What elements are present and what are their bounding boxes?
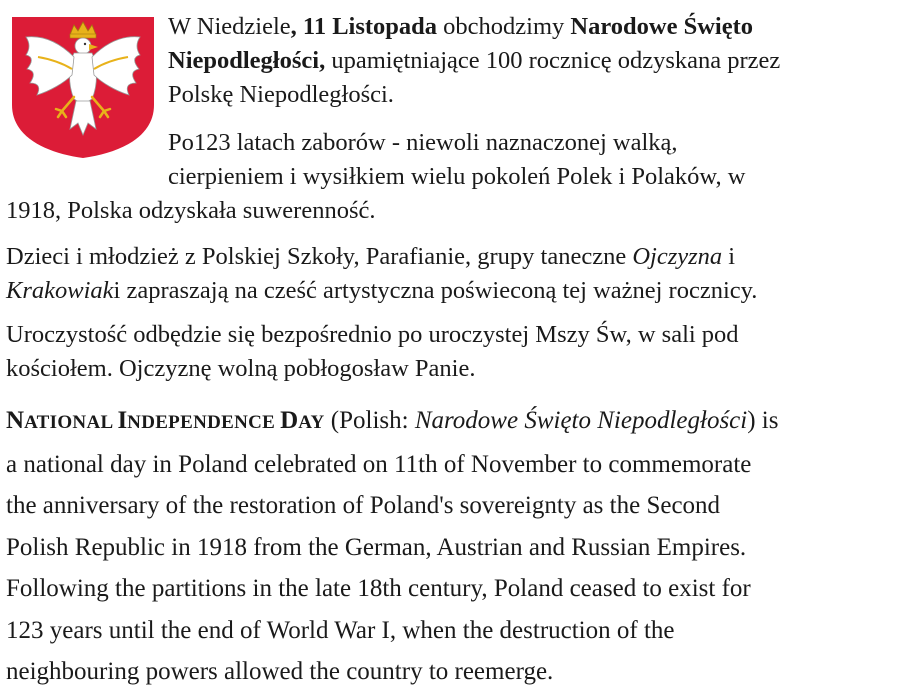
title-capital: D bbox=[280, 407, 299, 434]
holiday-name-bold: Niepodległości, bbox=[168, 47, 326, 74]
text-segment: obchodzimy bbox=[437, 13, 571, 40]
polish-paragraph-4 bbox=[6, 318, 739, 386]
text-segment: W Niedziele bbox=[168, 13, 291, 40]
english-line-5: Following the partitions in the late 18th century, Poland ceased to exist for bbox=[6, 575, 751, 602]
group-name-italic: Krakowiak bbox=[6, 277, 114, 304]
polish-p1-line-2 bbox=[168, 44, 780, 78]
group-name-italic: Ojczyzna bbox=[632, 243, 723, 270]
english-line-4: Polish Republic in 1918 from the German, Austrian and Russian Empires. bbox=[6, 533, 747, 561]
polish-p1-line-3: Polskę Niepodległości. bbox=[168, 81, 394, 108]
title-small-caps: AY bbox=[298, 412, 325, 433]
text-segment: Dzieci i młodzież z Polskiej Szkoły, Parafianie, grupy taneczne bbox=[6, 243, 633, 270]
english-paragraph bbox=[6, 400, 778, 693]
text-segment: ) is bbox=[747, 407, 779, 434]
title-capital: I bbox=[117, 407, 128, 434]
english-line-3: the anniversary of the restoration of Poland's sovereignty as the Second bbox=[6, 492, 721, 519]
polish-p2-line-3: 1918, Polska odzyskała suwerenność. bbox=[6, 197, 376, 224]
title-small-caps: NDEPENDENCE bbox=[127, 412, 281, 433]
polish-p2-line-2: cierpieniem i wysiłkiem wielu pokoleń Polek i Polaków, w bbox=[168, 163, 746, 190]
polish-paragraph-2-continued bbox=[6, 194, 375, 228]
polish-p3-line-2 bbox=[6, 274, 757, 308]
english-line-7: neighbouring powers allowed the country to reemerge. bbox=[6, 658, 554, 685]
holiday-name-bold: Narodowe Święto bbox=[570, 13, 754, 40]
polish-p3-line-1 bbox=[6, 240, 757, 274]
polish-p1-line-1 bbox=[168, 10, 780, 44]
polish-paragraph-1 bbox=[168, 10, 780, 112]
date-bold: , 11 Listopada bbox=[290, 13, 438, 40]
text-segment: i zapraszają na cześć artystyczna poświeconą tej ważnej rocznicy. bbox=[113, 277, 758, 304]
english-line-2: a national day in Poland celebrated on 11th of November to commemorate bbox=[6, 450, 752, 478]
polish-paragraph-2 bbox=[168, 126, 745, 194]
english-line-6: 123 years until the end of World War I, when the destruction of the bbox=[6, 616, 675, 644]
english-line-1 bbox=[6, 400, 778, 444]
polish-name-italic: Narodowe Święto Niepodległości bbox=[414, 407, 748, 434]
polish-p4-line-1: Uroczystość odbędzie się bezpośrednio po uroczystej Mszy Św, w sali pod bbox=[6, 321, 739, 348]
text-segment: upamiętniające 100 rocznicę odzyskana przez bbox=[325, 47, 781, 74]
polish-p2-line-1: Po123 latach zaborów - niewoli naznaczonej walką, bbox=[168, 129, 678, 156]
text-segment: i bbox=[722, 243, 736, 270]
text-segment: (Polish: bbox=[324, 407, 415, 434]
title-small-caps: ATIONAL bbox=[24, 412, 118, 433]
title-capital: N bbox=[6, 407, 25, 434]
polish-p4-line-2: kościołem. Ojczyznę wolną pobłogosław Panie. bbox=[6, 355, 476, 382]
polish-paragraph-3 bbox=[6, 240, 757, 308]
polish-white-eagle-emblem-icon bbox=[8, 13, 158, 160]
